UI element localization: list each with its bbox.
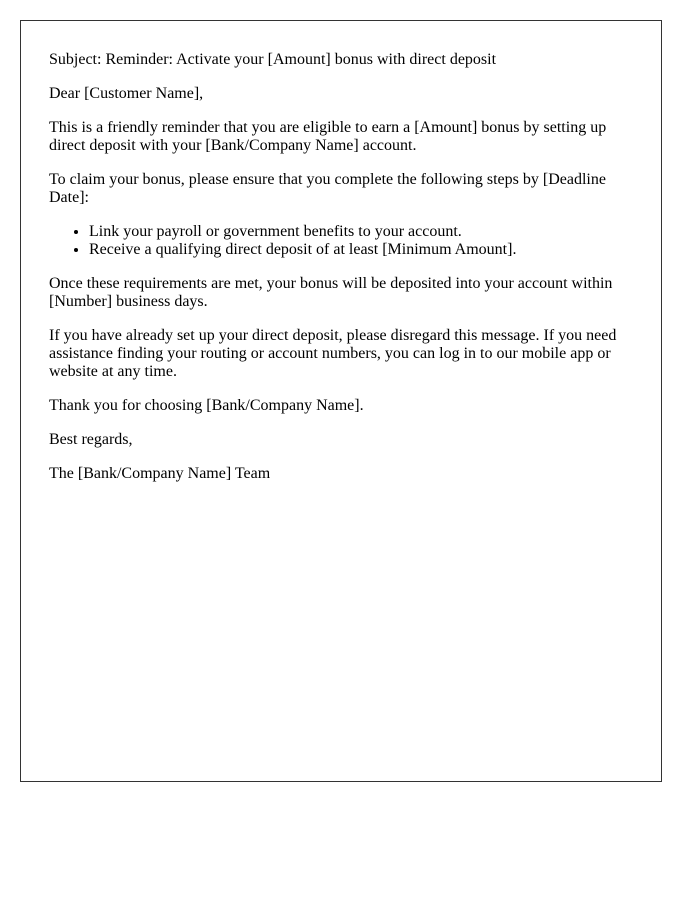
greeting: Dear [Customer Name], xyxy=(49,85,204,102)
subject-line: Subject: Reminder: Activate your [Amount] bonus with direct deposit xyxy=(49,51,497,68)
signature: The [Bank/Company Name] Team xyxy=(49,465,271,482)
disregard-paragraph: If you have already set up your direct deposit, please disregard this message. If you need assistance finding your routing or account numbers, you can log in to our mobile app or website at any time. xyxy=(49,327,617,380)
letter-body xyxy=(21,21,661,519)
closing: Best regards, xyxy=(49,431,133,448)
completion-paragraph: Once these requirements are met, your bonus will be deposited into your account within [Number] business days. xyxy=(49,275,613,310)
thanks-paragraph: Thank you for choosing [Bank/Company Name]. xyxy=(49,397,364,414)
step-item: • Link your payroll or government benefits to your account. xyxy=(89,223,633,241)
intro-paragraph: This is a friendly reminder that you are eligible to earn a [Amount] bonus by setting up direct deposit with your [Bank/Company Name] account. xyxy=(49,119,607,154)
letter-container xyxy=(20,20,662,782)
steps-intro-paragraph: To claim your bonus, please ensure that you complete the following steps by [Deadline Date]: xyxy=(49,171,606,206)
steps-list xyxy=(49,223,633,259)
step-item: • Receive a qualifying direct deposit of at least [Minimum Amount]. xyxy=(89,241,633,259)
